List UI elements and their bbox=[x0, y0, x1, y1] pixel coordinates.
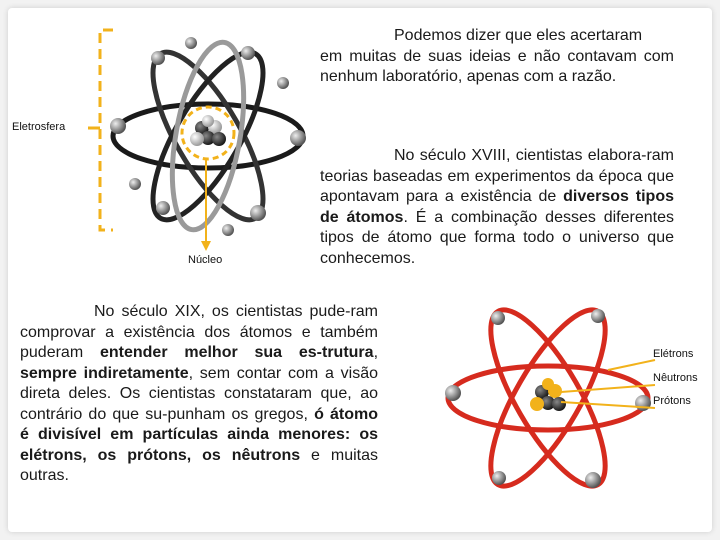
paragraph-seculo-xix-bold1: entender melhor sua es-trutura bbox=[99, 344, 374, 361]
paragraph-seculo-xviii bbox=[320, 146, 674, 269]
paragraph-seculo-xviii-end: . É a combinação desses diferentes tipos de átomo que forma todo o universo que conhecemos. bbox=[320, 208, 674, 267]
pointer-eletrons bbox=[608, 360, 655, 370]
paragraph-seculo-xix-part3: , sem contar com a visão direta deles. Os cientistas constataram que, ao contrário do que su-punham os gregos, bbox=[20, 364, 378, 423]
label-neutrons: Nêutrons bbox=[653, 372, 698, 384]
nucleus-bottom bbox=[530, 378, 566, 411]
paragraph-seculo-xix bbox=[20, 302, 378, 487]
label-eletrons: Elétrons bbox=[653, 348, 694, 360]
nucleus-pointer-arrow bbox=[201, 241, 211, 251]
atom-diagram-top bbox=[8, 8, 328, 278]
paragraph-seculo-xix-part2: , bbox=[373, 344, 379, 361]
label-eletrosfera: Eletrosfera bbox=[12, 121, 66, 133]
paragraph-intro-rest: em muitas de suas ideias e não contavam com nenhum laboratório, apenas com a razão. bbox=[320, 47, 674, 85]
label-nucleo: Núcleo bbox=[188, 254, 223, 266]
slide bbox=[8, 8, 712, 532]
paragraph-intro-first-line: Podemos dizer que eles acertaram bbox=[394, 27, 643, 44]
paragraph-seculo-xix-bold2: sempre indiretamente bbox=[20, 364, 189, 382]
paragraph-seculo-xviii-bold: diversos tipos de átomos bbox=[320, 188, 674, 226]
paragraph-intro bbox=[320, 26, 674, 88]
nucleus bbox=[190, 115, 226, 146]
atom-diagram-bottom bbox=[433, 298, 693, 528]
paragraph-seculo-xix-part1: No século XIX, os cientistas pude-ram comprovar a existência dos átomos e também puderam bbox=[20, 303, 378, 361]
eletrosfera-bracket bbox=[100, 30, 113, 230]
paragraph-seculo-xix-bold3: ó átomo é divisível em partículas ainda menores: os elétrons, os prótons, os nêutrons bbox=[20, 405, 379, 464]
paragraph-seculo-xviii-start: No século XVIII, cientistas elabora-ram teorias baseadas em experimentos da época que apontavam para a existência de bbox=[320, 147, 674, 205]
label-protons: Prótons bbox=[653, 395, 691, 407]
paragraph-seculo-xix-part4: e muitas outras. bbox=[20, 446, 378, 484]
